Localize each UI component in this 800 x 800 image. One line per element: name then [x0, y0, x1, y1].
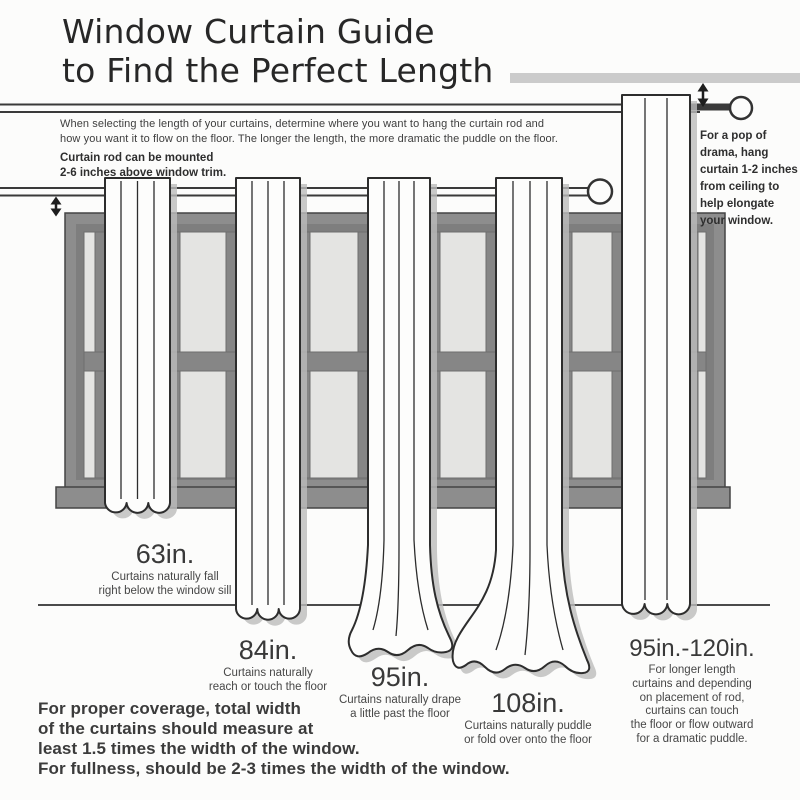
- length-desc-line: a little past the floor: [350, 708, 450, 720]
- rod-note-line-1: Curtain rod can be mounted: [60, 152, 214, 164]
- rod-finial-right: [730, 97, 752, 119]
- length-value: 84in.: [238, 635, 298, 665]
- ceiling-note: [700, 128, 798, 230]
- length-value: 108in.: [491, 688, 565, 718]
- length-desc-line: reach or touch the floor: [208, 681, 328, 693]
- length-desc-line: or fold over onto the floor: [464, 734, 592, 746]
- length-desc-line: right below the window sill: [98, 585, 232, 597]
- length-desc-line: Curtains naturally puddle: [464, 720, 592, 732]
- intro-text: [60, 117, 558, 147]
- length-desc-line: curtains can touch: [645, 705, 739, 718]
- rod-finial-mid: [588, 180, 612, 204]
- coverage-line: of the curtains should measure at: [38, 719, 314, 738]
- length-desc-line: Curtains naturally fall: [111, 571, 219, 583]
- length-desc-line: For longer length: [648, 664, 736, 676]
- ceiling-note-line: drama, hang: [700, 147, 769, 159]
- length-desc-line: curtains and depending: [632, 677, 752, 690]
- length-value: 63in.: [135, 539, 195, 569]
- rod-mount-note: [60, 151, 226, 180]
- length-value: 95in.: [370, 662, 430, 692]
- length-desc-line: on placement of rod,: [639, 691, 745, 704]
- length-desc-line: the floor or flow outward: [630, 719, 754, 732]
- length-desc-line: Curtains naturally: [223, 667, 313, 679]
- label-95-120in: [598, 636, 786, 747]
- length-desc: [598, 664, 786, 747]
- title-line-1: Window Curtain Guide: [62, 12, 435, 51]
- length-value: 95in.-120in.: [629, 635, 755, 662]
- label-63in: [60, 540, 270, 598]
- ceiling-bar: [510, 73, 800, 83]
- length-desc: [60, 570, 270, 598]
- coverage-line: least 1.5 times the width of the window.: [38, 739, 360, 758]
- intro-line-2: how you want it to flow on the floor. The longer the length, the more dramatic the puddle on the floor.: [60, 133, 559, 145]
- page-title: [62, 12, 493, 90]
- curtain-95-120in: [622, 95, 697, 620]
- length-desc-line: Curtains naturally drape: [338, 694, 462, 706]
- length-desc-line: for a dramatic puddle.: [636, 732, 748, 745]
- rod-note-line-2: 2-6 inches above window trim.: [60, 166, 227, 179]
- ceiling-note-line: help elongate: [700, 198, 775, 210]
- ceiling-note-line: your window.: [700, 215, 774, 227]
- title-line-2: to Find the Perfect Length: [62, 51, 494, 90]
- coverage-line: For fullness, should be 2-3 times the width of the window.: [38, 759, 510, 778]
- ceiling-note-line: from ceiling to: [700, 181, 780, 193]
- intro-line-1: When selecting the length of your curtains, determine where you want to hang the curtain rod and: [60, 118, 545, 130]
- ceiling-gap-arrow-icon: [698, 83, 709, 107]
- ceiling-note-line: curtain 1-2 inches: [700, 164, 798, 176]
- coverage-note: [38, 699, 510, 779]
- curtain-63in: [105, 178, 177, 519]
- coverage-line: For proper coverage, total width: [38, 699, 301, 718]
- rod-height-arrow-icon: [51, 197, 62, 217]
- ceiling-note-line: For a pop of: [700, 130, 767, 142]
